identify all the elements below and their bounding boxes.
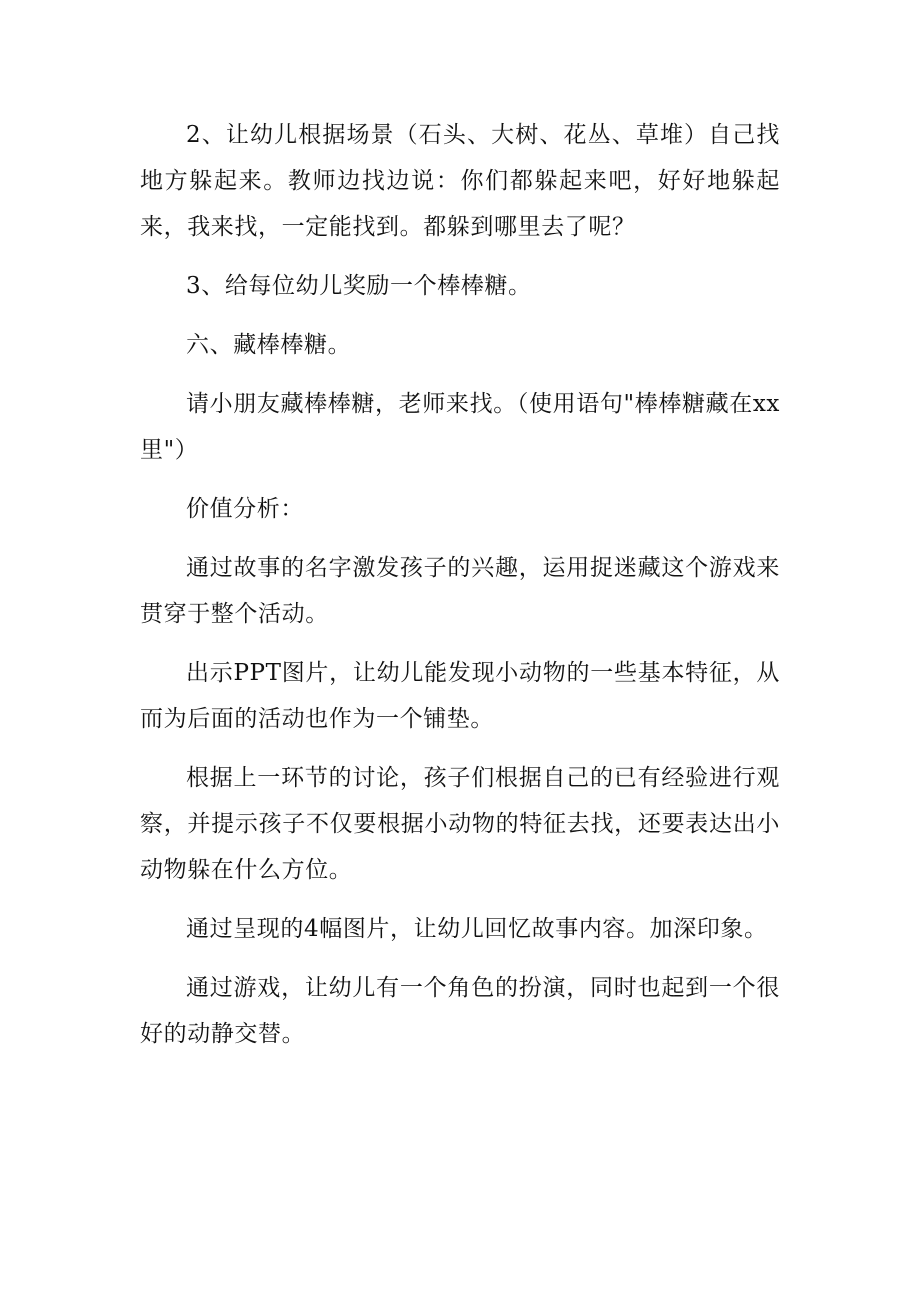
paragraph-analysis-5: 通过游戏，让幼儿有一个角色的扮演，同时也起到一个很好的动静交替。 — [140, 975, 780, 1047]
paragraph-analysis-2: 出示PPT图片，让幼儿能发现小动物的一些基本特征，从而为后面的活动也作为一个铺垫。 — [140, 660, 780, 732]
paragraph-step-2: 2、让幼儿根据场景（石头、大树、花丛、草堆）自己找地方躲起来。教师边找边说：你们都躲起来吧，好好地躲起来，我来找，一定能找到。都躲到哪里去了呢？ — [140, 122, 780, 240]
paragraph-analysis-4: 通过呈现的4幅图片，让幼儿回忆故事内容。加深印象。 — [186, 916, 768, 942]
paragraph-step-3: 3、给每位幼儿奖励一个棒棒糖。 — [186, 273, 532, 299]
section-heading-value-analysis: 价值分析： — [186, 496, 304, 522]
section-heading-six: 六、藏棒棒糖。 — [186, 332, 352, 358]
document-body — [140, 112, 780, 1070]
paragraph-analysis-1: 通过故事的名字激发孩子的兴趣，运用捉迷藏这个游戏来贯穿于整个活动。 — [140, 555, 780, 627]
paragraph-analysis-3: 根据上一环节的讨论，孩子们根据自己的已有经验进行观察，并提示孩子不仅要根据小动物的特征去找，还要表达出小动物躲在什么方位。 — [140, 765, 780, 883]
paragraph-hide-candy: 请小朋友藏棒棒糖，老师来找。（使用语句"棒棒糖藏在xx里"） — [140, 391, 780, 463]
